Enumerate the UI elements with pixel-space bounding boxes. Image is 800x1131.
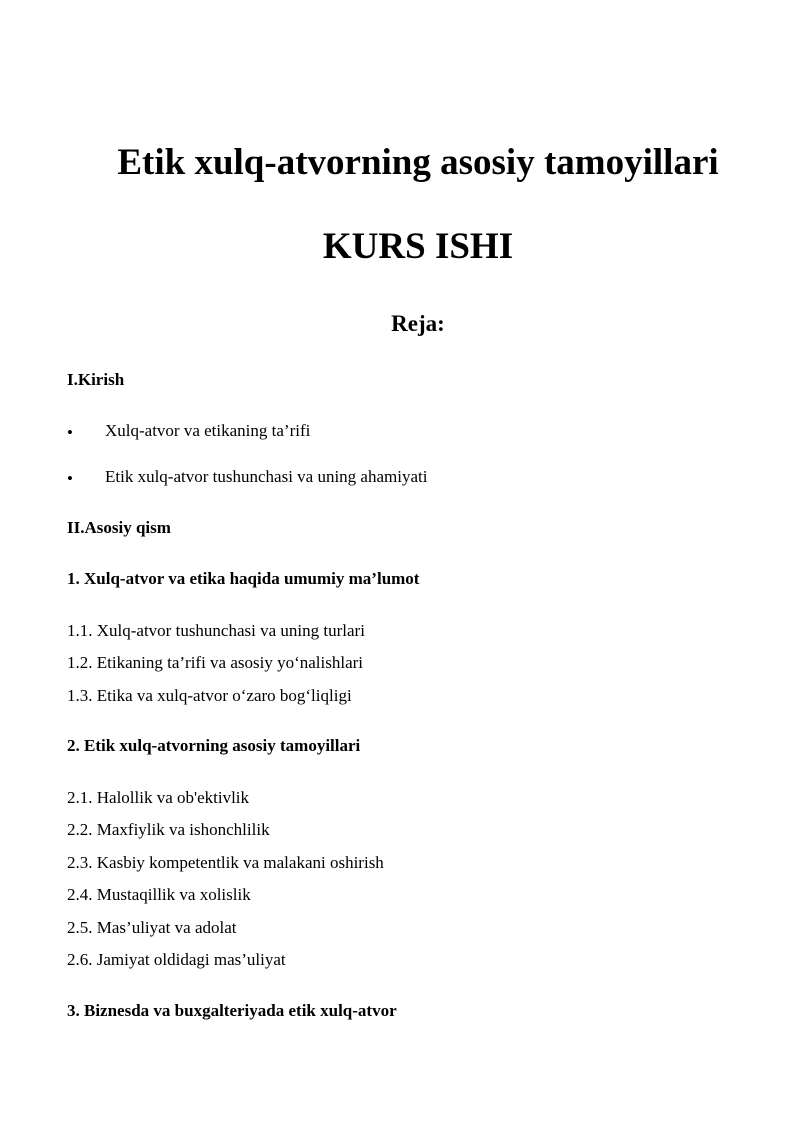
document-subtitle: KURS ISHI: [322, 226, 514, 267]
section2-item: 2.6. Jamiyat oldidagi mas’uliyat: [67, 950, 286, 969]
section1-item: 1.2. Etikaning ta’rifi va asosiy yo‘nalishlari: [67, 653, 364, 672]
intro-bullet-item: Xulq-atvor va etikaning ta’rifi: [105, 421, 311, 440]
section3-heading: 3. Biznesda va buxgalteriyada etik xulq-atvor: [67, 1001, 397, 1020]
document-title: Etik xulq-atvorning asosiy tamoyillari: [117, 142, 719, 183]
main-heading: II.Asosiy qism: [67, 518, 171, 537]
section1-item: 1.1. Xulq-atvor tushunchasi va uning turlari: [67, 621, 365, 640]
bullet-glyph: •: [67, 469, 73, 488]
section2-item: 2.5. Mas’uliyat va adolat: [67, 918, 237, 937]
section1-item: 1.3. Etika va xulq-atvor o‘zaro bog‘liqligi: [67, 686, 352, 705]
intro-bullet-item: Etik xulq-atvor tushunchasi va uning ahamiyati: [105, 467, 428, 486]
section1-heading: 1. Xulq-atvor va etika haqida umumiy ma’lumot: [67, 569, 420, 588]
plan-heading: Reja:: [391, 311, 445, 336]
section2-item: 2.3. Kasbiy kompetentlik va malakani oshirish: [67, 853, 384, 872]
section2-item: 2.4. Mustaqillik va xolislik: [67, 885, 251, 904]
section2-heading: 2. Etik xulq-atvorning asosiy tamoyillari: [67, 736, 361, 755]
intro-heading: I.Kirish: [67, 370, 125, 389]
section2-item: 2.1. Halollik va ob'ektivlik: [67, 788, 250, 807]
section2-item: 2.2. Maxfiylik va ishonchlilik: [67, 820, 270, 839]
bullet-glyph: •: [67, 423, 73, 442]
